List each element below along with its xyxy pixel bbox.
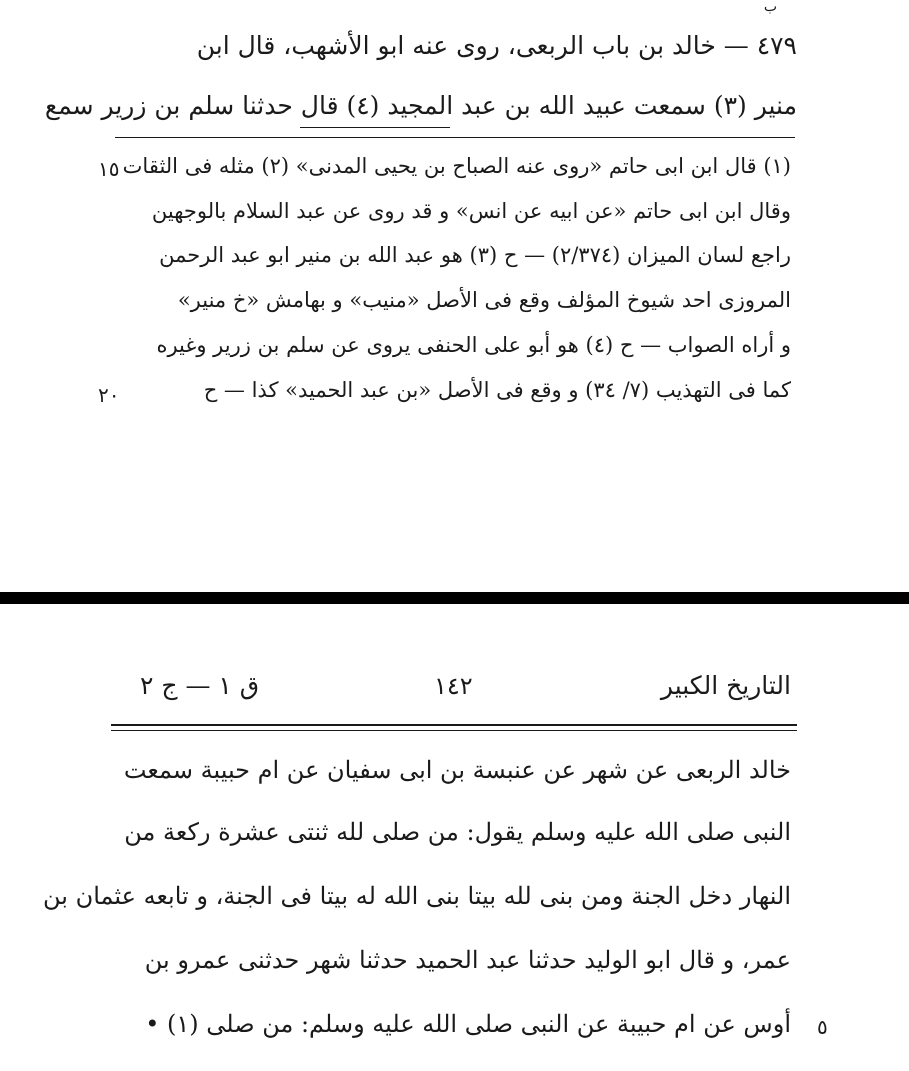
running-title: التاريخ الكبير <box>660 671 791 700</box>
footnote-line-3: راجع لسان الميزان (٢/٣٧٤) — ح (٣) هو عبد الله بن منير ابو عبد الرحمن <box>159 243 791 267</box>
body-line-5: أوس عن ام حبيبة عن النبى صلى الله عليه وسلم: من صلى (١) • <box>145 1010 791 1038</box>
header-rule-thick <box>111 724 797 726</box>
body-line-1: خالد الربعى عن شهر عن عنبسة بن ابى سفيان عن ام حبيبة سمعت <box>123 756 791 784</box>
footnote-rule <box>115 137 795 138</box>
margin-line-number-15: ١٥ <box>98 157 120 181</box>
footnote-line-2: وقال ابن ابى حاتم «عن ابيه عن انس» و قد روى عن عبد السلام بالوجهين <box>151 199 791 223</box>
bottom-page <box>0 604 909 1071</box>
text-underline <box>300 127 450 128</box>
top-mark: ب <box>763 0 777 15</box>
margin-line-number-20: ٢٠ <box>98 383 120 407</box>
page-separator-bar <box>0 592 909 604</box>
main-text-line-2: منير (٣) سمعت عبيد الله بن عبد المجيد (٤) قال حدثنا سلم بن زرير سمع <box>44 91 797 120</box>
footnote-line-6: كما فى التهذيب (٧/ ٣٤) و وقع فى الأصل «بن عبد الحميد» كذا — ح <box>203 378 791 402</box>
header-rule-thin <box>111 730 797 731</box>
margin-line-number-5: ٥ <box>817 1015 828 1039</box>
footnote-line-4: المروزى احد شيوخ المؤلف وقع فى الأصل «منيب» و بهامش «خ منير» <box>177 288 791 312</box>
main-text-line-1: ٤٧٩ — خالد بن باب الربعى، روى عنه ابو الأشهب، قال ابن <box>196 31 797 60</box>
page-number: ١٤٢ <box>434 672 473 700</box>
body-line-3: النهار دخل الجنة ومن بنى لله بيتا بنى الله له بيتا فى الجنة، و تابعه عثمان بن <box>43 882 791 910</box>
footnote-line-5: و أراه الصواب — ح (٤) هو أبو على الحنفى يروى عن سلم بن زرير وغيره <box>156 333 791 357</box>
body-line-4: عمر، و قال ابو الوليد حدثنا عبد الحميد حدثنا شهر حدثنى عمرو بن <box>144 946 791 974</box>
volume-reference: ق ١ — ج ٢ <box>140 671 260 700</box>
body-line-2: النبى صلى الله عليه وسلم يقول: من صلى لله ثنتى عشرة ركعة من <box>124 818 791 846</box>
footnote-line-1: (١) قال ابن ابى حاتم «روى عنه الصباح بن يحيى المدنى» (٢) مثله فى الثقات <box>122 154 791 178</box>
